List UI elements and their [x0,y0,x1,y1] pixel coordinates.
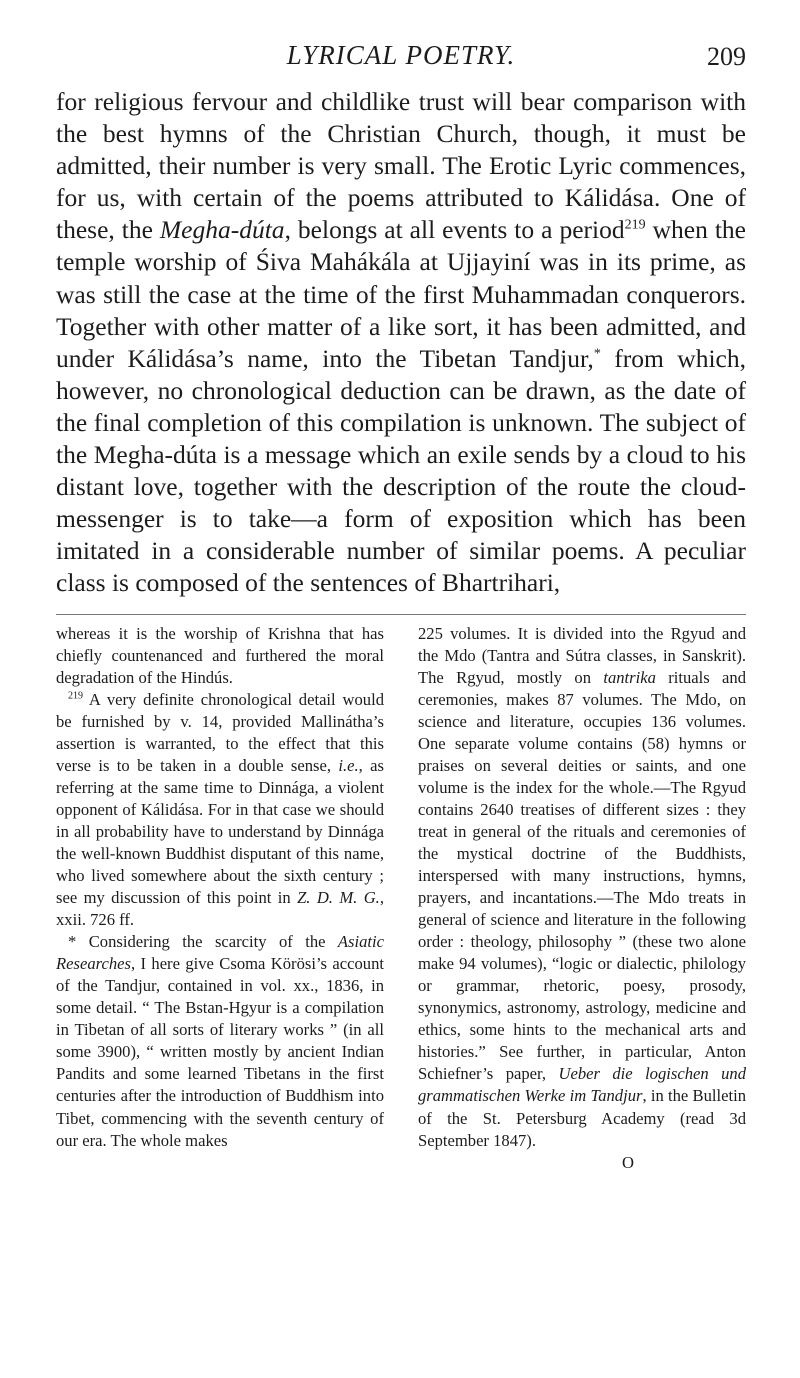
footnote-column-right [418,623,746,1174]
page-number: 209 [707,42,746,71]
footnote-219-journal: Z. D. M. G. [297,888,380,908]
footnote-ref-219: 219 [624,217,646,233]
running-head [56,40,746,86]
footnote-continuation: whereas it is the worship of Krishna that has chiefly countenanced and furthered the moral degradation of the Hindús. [56,623,384,687]
footnote-star-journal: Asiatic Researches [56,932,384,974]
footnote-rule [56,614,746,615]
footnote-219-ie: i.e. [338,755,359,775]
footnote-right-text-c: , in the Bulletin of the St. Petersburg Academy (read 3d September 1847). [418,1086,746,1150]
main-paragraph [56,86,746,600]
signature-mark: O [622,1152,634,1172]
footnote-star-marker: * [68,932,77,952]
footnote-219-text-b: , as referring at the same time to Dinnága, a violent opponent of Kálidása. For in that case we should in all probability have to understand by Dinnága the well-known Buddhist disputant of this name, who lived somewhere about the sixth century ; see my discussion of this point in [56,755,384,908]
footnote-right-text-b: rituals and ceremonies, makes 87 volumes. The Mdo, on science and literature, occupies 136 volumes. One separate volume contains (58) hymns or praises on several deities or saints, and one volume is the index for the whole.—The Rgyud contains 2640 treatises of different sizes : they treat in general of the rituals and ceremonies of the mystical doctrine of the Buddhists, interspersed with many instructions, hymns, prayers, and incantations.—The Mdo treats in general of science and literature in the following order : theology, philosophy ” (these two alone make 94 volumes), “logic or dialectic, philology or grammar, rhetoric, poesy, prosody, synonymics, astronomy, astrology, medicine and ethics, some hints to the mechanical arts and histories.” See further, in particular, Anton Schiefner’s paper, [418,667,747,1084]
footnotes [56,623,746,1174]
footnote-star-text-b: , I here give Csoma Körösi’s account of the Tandjur, contained in vol. xx., 1836, in some detail. “ The Bstan-Hgyur is a compilation in Tibetan of all sorts of literary works ” (in all some 3900), “ written mostly by ancient Indian Pandits and some learned Tibetans in the first centuries after the introduction of Buddhism into Tibet, commencing with the seventh century of our era. The whole makes [56,954,384,1150]
footnote-219 [56,689,384,932]
footnote-right-tantrika: tantrika [603,667,656,687]
footnote-right-text-a: 225 volumes. It is divided into the Rgyud and the Mdo (Tantra and Sútra classes, in Sanskrit). The Rgyud, mostly on [418,623,746,687]
footnote-star-text-a: Considering the scarcity of the [76,932,338,952]
running-title: LYRICAL POETRY. [286,40,516,70]
body-text-4: from which, however, no chronological deduction can be drawn, as the date of the final completion of this compilation is unknown. The subject of the Megha-dúta is a message which an exile sends by a cloud to his distant love, together with the description of the route the cloud-messenger is to take—a form of exposition which has been imitated in a considerable number of similar poems. A peculiar class is composed of the sentences of Bhartrihari, [56,343,746,598]
body-text-1: for religious fervour and childlike trust will bear comparison with the best hymns of the Christian Church, though, it must be admitted, their number is very small. The Erotic Lyric commences, for us, with certain of the poems attributed to Kálidása. One of these, the [56,87,746,245]
footnote-star-continued [418,623,746,1152]
page [56,40,746,1174]
footnote-right-paper-title: Ueber die logischen und grammatischen Werke im Tandjur [418,1064,746,1106]
footnote-219-text-a: A very definite chronological detail would be furnished by v. 14, provided Mallinátha’s assertion is warranted, to the effect that this verse is to be taken in a double sense, [56,689,384,775]
body-text-3: when the temple worship of Śiva Mahákála at Ujjayiní was in its prime, as was still the case at the time of the first Muhammadan conquerors. Together with other matter of a like sort, it has been admitted, and under Kálidása’s name, into the Tibetan Tandjur, [56,215,746,373]
body-text-2: , belongs at all events to a period [284,215,625,245]
footnote-star [56,931,384,1151]
megha-duta-title: Megha-dúta [159,215,285,245]
footnote-ref-star: * [593,346,601,362]
footnote-column-left [56,623,384,1174]
footnote-219-marker: 219 [68,690,83,702]
footnote-219-text-c: , xxii. 726 ff. [56,888,384,930]
